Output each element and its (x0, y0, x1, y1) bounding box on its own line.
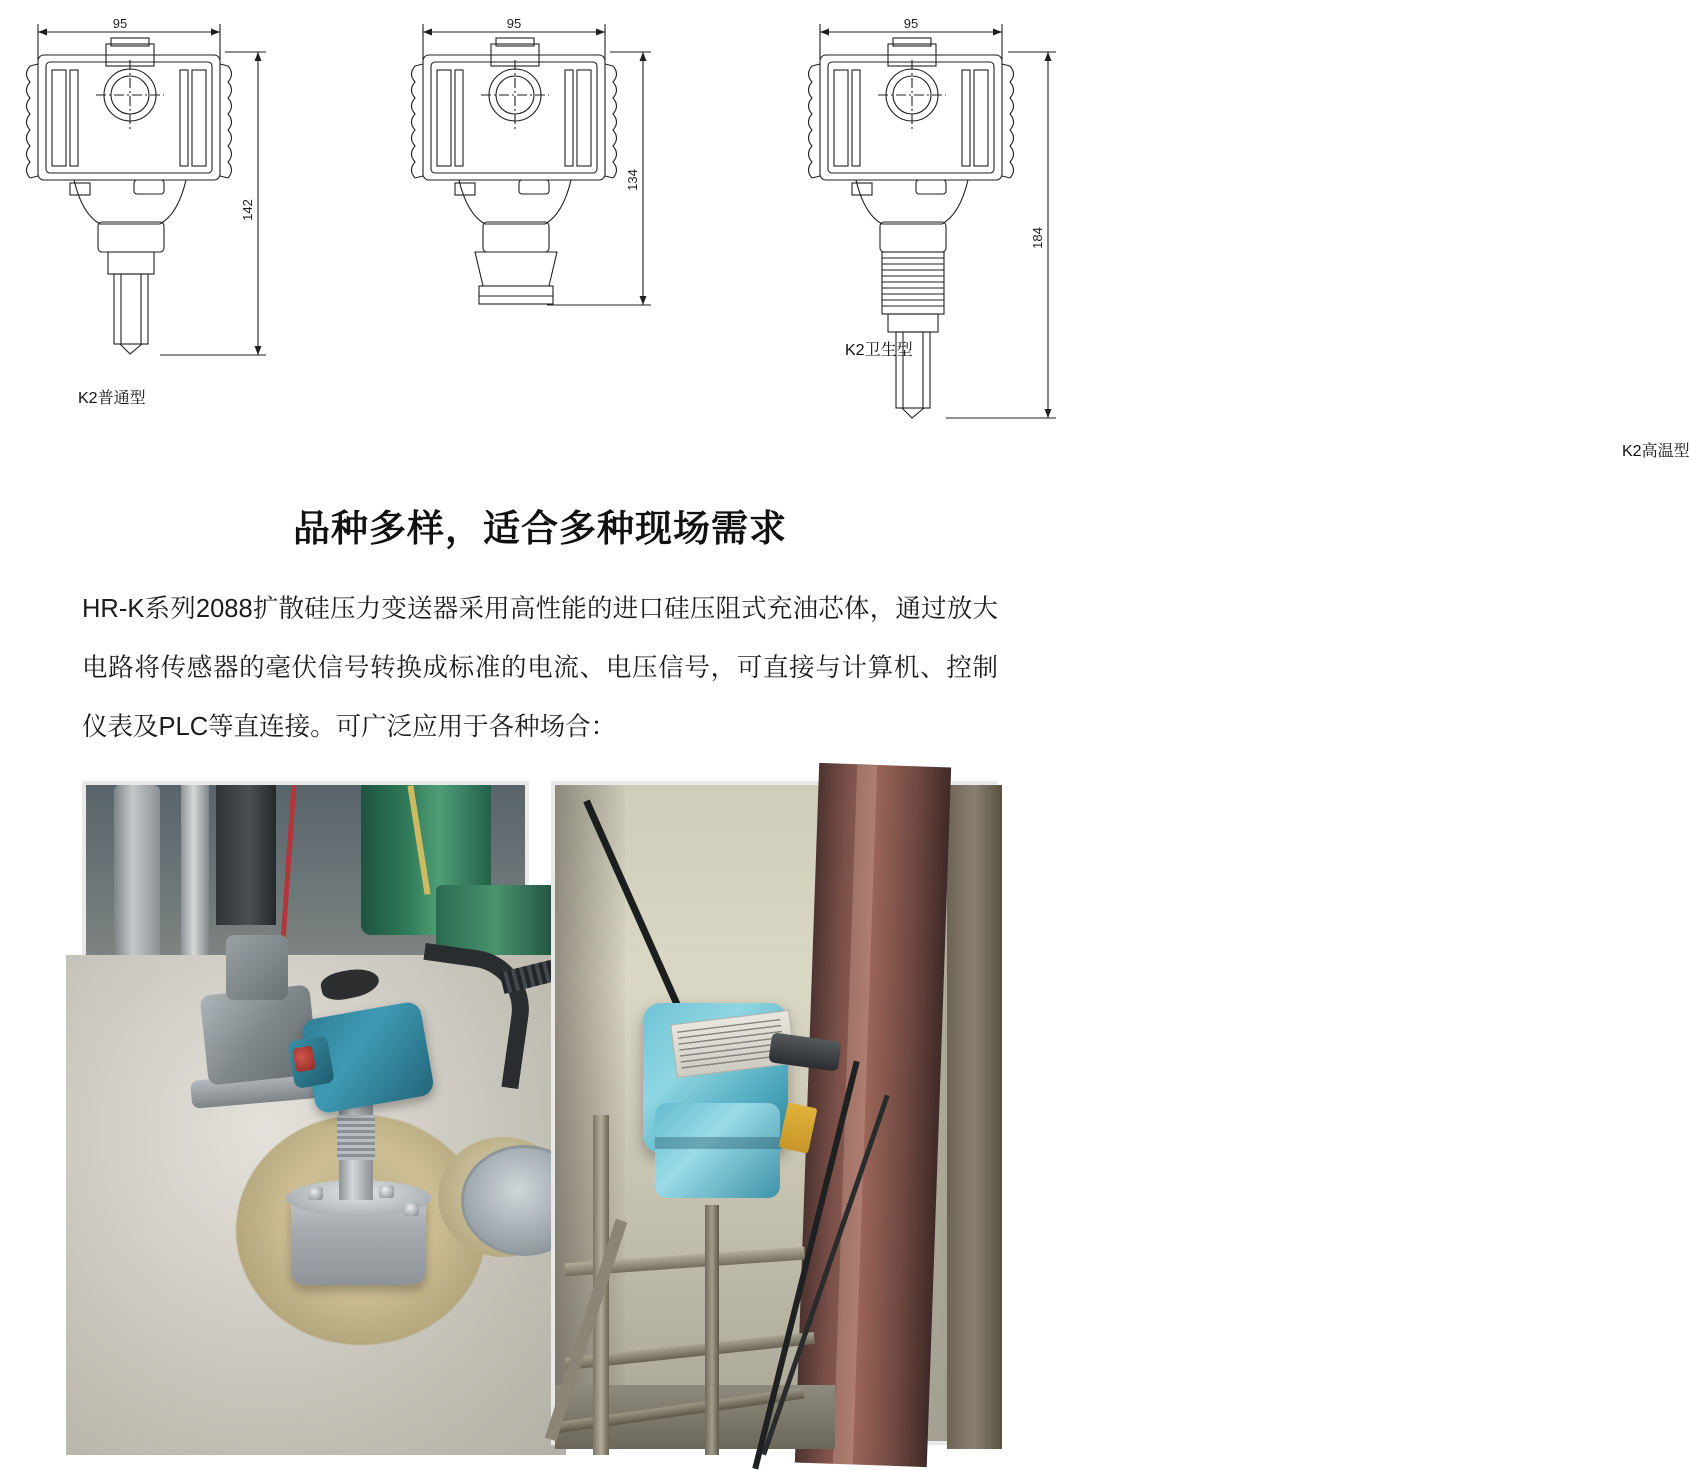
dim-width-k2-sanitary: 95 (506, 16, 522, 31)
photo2-transmitter-band (655, 1137, 780, 1149)
photo1-flange-bolt (308, 1187, 323, 1200)
dim-height-k2-high-temp: 184 (1030, 227, 1045, 249)
dim-width-k2-high-temp: 95 (903, 16, 919, 31)
section-headline: 品种多样，适合多种现场需求 (293, 508, 787, 549)
photo-installation-flange (82, 781, 529, 1445)
photo1-flange-bolt (404, 1203, 419, 1216)
caption-k2-sanitary: K2卫生型 (845, 342, 913, 359)
photo-installation-pipe (551, 781, 998, 1445)
photo1-transmitter-red-seal (292, 1045, 316, 1072)
dim-height-k2-standard: 142 (240, 199, 255, 221)
dim-width-k2-standard: 95 (112, 16, 128, 31)
photo1-stem-rings (337, 1115, 375, 1160)
drawing-k2-sanitary-svg (375, 0, 705, 480)
dimension-drawings-row (0, 0, 1690, 480)
drawing-k2-standard (10, 0, 340, 480)
section-paragraph: HR-K系列2088扩散硅压力变送器采用高性能的进口硅压阻式充油芯体，通过放大电路将传感器的毫伏信号转换成标准的电流、电压信号，可直接与计算机、控制仪表及PLC等直连接。可广泛应用于各种场合： (82, 595, 998, 741)
drawing-k2-high-temp (760, 0, 1690, 480)
photo1-dark-duct (216, 785, 276, 925)
photo1-pipe-left2 (181, 785, 209, 965)
drawing-k2-high-temp-svg (760, 0, 1090, 480)
photo2-back-pipe (947, 785, 1002, 1449)
dim-height-k2-sanitary: 134 (625, 169, 640, 191)
drawing-k2-standard-svg (10, 0, 340, 480)
caption-k2-high-temp: K2高温型 (1622, 443, 1690, 460)
caption-k2-standard: K2普通型 (78, 390, 146, 407)
photo-gallery (82, 781, 998, 1445)
photo2-railing-post (705, 1205, 719, 1455)
photo1-flange-bolt (379, 1185, 394, 1198)
photo1-valve-top (226, 935, 288, 1000)
drawing-k2-sanitary (375, 0, 913, 480)
photo2-transmitter-housing-lower (655, 1103, 780, 1198)
photo2-wall-shadow (555, 785, 625, 1441)
